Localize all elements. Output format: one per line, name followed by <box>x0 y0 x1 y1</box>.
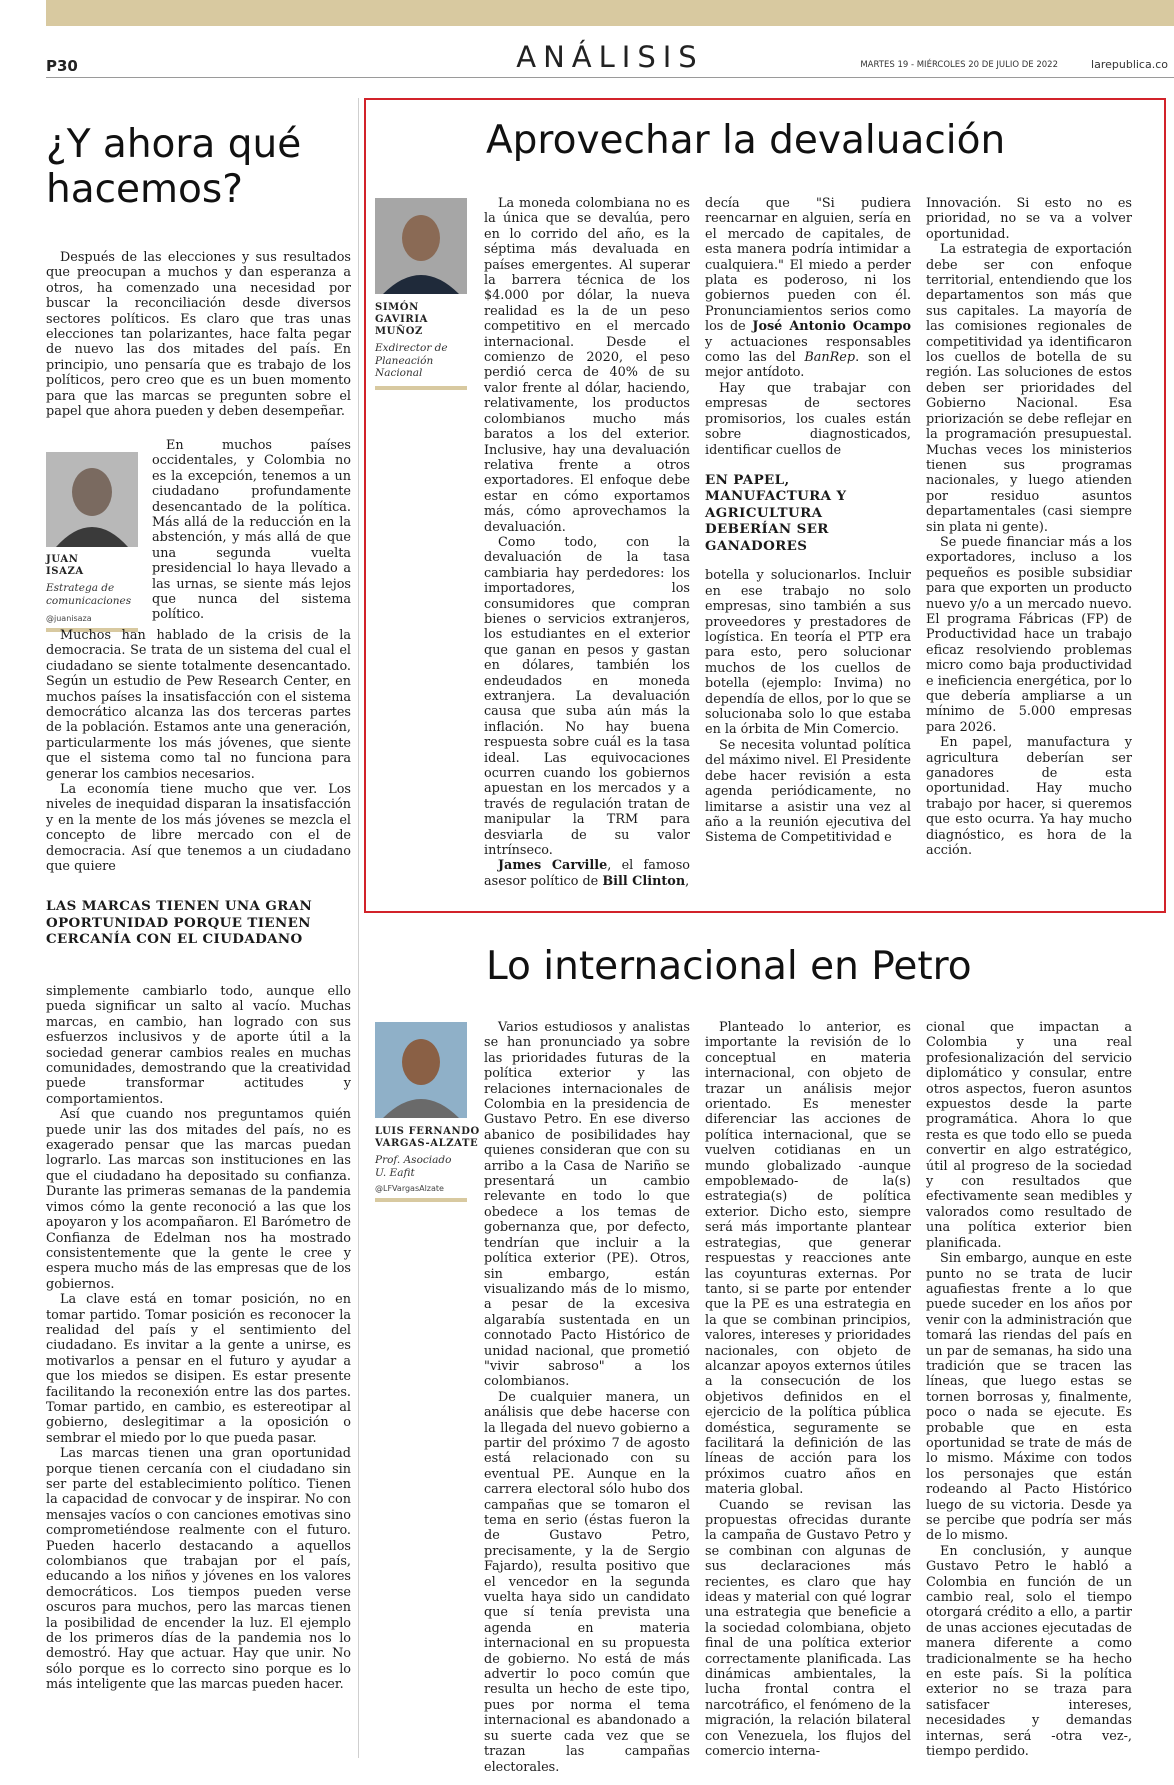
portrait-icon <box>46 452 138 547</box>
article1-intro <box>46 250 351 440</box>
article3-title: Lo internacional en Petro <box>486 944 972 989</box>
column-divider <box>358 98 359 1758</box>
issue-date: MARTES 19 - MIÉRCOLES 20 DE JULIO DE 2022 <box>860 60 1058 70</box>
article3-column-2 <box>705 1020 911 1758</box>
author-role: Exdirector de Planeación Nacional <box>375 342 448 379</box>
paragraph: James Carville, el famoso asesor político de Bill Clinton, <box>484 858 690 889</box>
author-name: JUAN ISAZA <box>46 554 84 577</box>
paragraph: Las marcas tienen una gran oportunidad porque tienen cercanía con el ciudadano sin ser parte del establecimiento político. Tienen la capacidad de convocar y de inspirar. No con mensajes vacíos o con canciones emotivas sino comprometiéndose realmente con el futuro. Pueden hacerlo destacando a aquellos colombianos que trabajan por el país, educando a los niños y jóvenes en los valores democráticos. Los tiempos pueden verse oscuros para muchos, pero las marcas tienen la posibilidad de encender la luz. El ejemplo de los primeros días de la pandemia nos lo demostró. Hay que actuar. Hay que unir. No sólo porque es lo correcto sino porque es lo más inteligente que las marcas pueden hacer. <box>46 1446 351 1693</box>
site-link[interactable]: larepublica.co <box>1091 58 1168 71</box>
paragraph: Innovación. Si esto no es prioridad, no se va a volver oportunidad. <box>926 196 1132 242</box>
author-name: SIMÓN GAVIRIA MUÑOZ <box>375 302 428 337</box>
person-name: Bill Clinton <box>602 873 686 889</box>
author-handle[interactable]: @juanisaza <box>46 614 92 623</box>
author-handle[interactable]: @LFVargasAlzate <box>375 1184 444 1193</box>
pull-quote: EN PAPEL, MANUFACTURA Y AGRICULTURA DEBERÍAN SER GANADORES <box>705 471 847 554</box>
page-number: P30 <box>46 57 78 75</box>
paragraph: La economía tiene mucho que ver. Los niveles de inequidad disparan la insatisfacción y en la mente de los más jóvenes se mezcla el concepto de libre mercado con el de democracia. Así que tenemos a un ciudadano que quiere <box>46 782 351 875</box>
article1-wrap-column <box>152 438 351 626</box>
paragraph: Cuando se revisan las propuestas ofrecidas durante la campaña de Gustavo Petro y se combinan con algunas de sus declaraciones más recientes, es claro que hay ideas y material con qué lograr una estrategia que beneficie a la sociedad colombiana, objeto final de una política exterior correctamente planificada. Las dinámicas ambientales, la lucha frontal contra el narcotráfico, el fenómeno de la migración, la relación bilateral con Venezuela, los flujos del comercio interna- <box>705 1497 911 1760</box>
article1-body-2 <box>46 984 351 1754</box>
paragraph: La estrategia de exportación debe ser con enfoque territorial, entendiendo que los departamentos son más que sus capitales. La mayoría de las comisiones regionales de competitividad ya identificaron los cuellos de botella de su región. Las soluciones de estos deben ser prioridades del Gobierno Nacional. Esa priorización se debe reflejar en la programación presupuestal. Muchas veces los ministerios tienen sus programas nacionales, y luego atienden por residuo asuntos departamentales (casi siempre sin plata ni gente). <box>926 242 1132 535</box>
paragraph: Después de las elecciones y sus resultados que preocupan a muchos y dan esperanza a otros, ha comenzado una necesidad por buscar la reconciliación desde diversos sectores políticos. Es claro que tras unas elecciones tan polarizantes, hace falta pegar de nuevo las dos mitades del país. En principio, uno pensaría que es trabajo de los políticos, pero creo que es un buen momento para que las marcas se pregunten sobre el papel que ahora pueden y deben desempeñar. <box>46 250 351 420</box>
portrait-icon <box>375 1022 467 1118</box>
paragraph: De cualquier manera, un análisis que debe hacerse con la llegada del nuevo gobierno a partir del próximo 7 de agosto está relacionado con su eventual PE. Aunque en la carrera electoral sólo hubo dos campañas que se tomaron el tema en serio (éstas fueron la de Gustavo Petro, precisamente, y la de Sergio Fajardo), resulta positivo que el vencedor en la segunda vuelta haya sido un candidato que sí tenía prevista una agenda en materia internacional en su propuesta de gobierno. No está de más advertir lo poco común que resulta un hecho de este tipo, pues por norma el tema internacional es abandonado a su suerte cada vez que se trazan las campañas electorales. <box>484 1389 690 1775</box>
paragraph: Planteado lo anterior, es importante la revisión de lo conceptual en materia internacional, con objeto de trazar un análisis mejor orientado. Es menester diferenciar las acciones de política internacional, que se vuelven cotidianas en un mundo globalizado -aunque empobleмado- de la(s) estrategia(s) de política exterior. Dicho esto, siempre será más importante plantear estrategias, que generar respuestas y reacciones ante las coyunturas externas. Por tanto, si se parte por entender que la PE es una estrategia en la que se combinan principios, valores, intereses y prioridades nacionales, con objeto de alcanzar apoyos externos útiles a la consecución de los objetivos definidos en el ejercicio de la política pública doméstica, seguramente se facilitará la definición de las líneas de acción para los próximos cuatro años en materia global. <box>705 1020 911 1498</box>
paragraph: simplemente cambiarlo todo, aunque ello pueda significar un salto al vacío. Muchas marcas, en cambio, han logrado con sus esfuerzos inclusivos y de aporte útil a la sociedad generar cambios reales en muchas comunidades, demostrando que la creatividad puede transformar actitudes y comportamientos. <box>46 984 351 1107</box>
paragraph: En papel, manufactura y agricultura deberían ser ganadores de esta oportunidad. Hay mucho trabajo por hacer, si queremos que esto ocurra. Ya hay mucho diagnóstico, es hora de la acción. <box>926 735 1132 859</box>
article3-column-1 <box>484 1020 690 1775</box>
paragraph: Se necesita voluntad política del máximo nivel. El Presidente debe hacer revisión a esta agenda periódicamente, no limitarse a asistir una vez al año a la reunión ejecutiva del Sistema de Competitividad e <box>705 737 911 846</box>
author-photo-simon-gaviria <box>375 198 467 294</box>
paragraph: Hay que trabajar con empresas de sectores promisorios, los cuales están sobre diagnosticados, identificar cuellos de <box>705 380 911 458</box>
paragraph: Así que cuando nos preguntamos quién puede unir las dos mitades del país, no es exagerado pensar que las marcas puedan lograrlo. Las marcas son instituciones en las que el ciudadano ha depositado su confianza. Durante las primeras semanas de la pandemia vimos cómo la gente reconoció a las que los apoyaron y los acompañaron. El Barómetro de Confianza de Edelman nos ha mostrado consistentemente que la gente le cree y espera mucho más de las empresas que de los gobiernos. <box>46 1107 351 1292</box>
article1-kicker-block <box>46 888 336 968</box>
article2-column-3 <box>926 196 1132 906</box>
author-bar <box>375 386 467 390</box>
author-photo-luis-vargas <box>375 1022 467 1118</box>
top-color-band <box>46 0 1174 26</box>
paragraph: Como todo, con la devaluación de la tasa cambiaria hay perdedores: los importadores, los consumidores que compran bienes o servicios extranjeros, los estudiantes en el exterior que ganan en pesos y gastan en dólares, también los endeudados en moneda extranjera. La devaluación causa que suba aún más la inflación. No hay buena respuesta sobre cuál es la tasa ideal. Las equivocaciones ocurren cuando los gobiernos apuestan en los mercados y a través de regulación tratan de manipular la TRM para desviarla de su valor intrínseco. <box>484 534 690 859</box>
author-photo-juan-isaza <box>46 452 138 547</box>
page-header <box>46 40 1174 78</box>
paragraph: La moneda colombiana no es la única que se devalúa, pero en lo corrido del año, es la séptima más devaluada en países emergentes. Al superar la barrera técnica de los $4.000 por dólar, la nueva realidad es la de un peso competitivo en el mercado internacional. Desde el comienzo de 2020, el peso perdió cerca de 40% de su valor frente al dólar, haciendo, relativamente, los productos colombianos mucho más baratos a los del exterior. Inclusive, hay una devaluación relativa frente a otros exportadores. El enfoque debe estar en cómo exportamos más, cómo aprovechamos la devaluación. <box>484 196 690 535</box>
paragraph: En muchos países occidentales, y Colombia no es la excepción, tenemos a un ciudadano profundamente desencantado de la política. Más allá de la reducción en la abstención, y más allá de que una segunda vuelta presidencial lo haya llevado a las urnas, se siente más lejos que nunca del sistema político. <box>152 438 351 623</box>
author-bar <box>375 1198 467 1202</box>
paragraph: Se puede financiar más a los exportadores, incluso a los pequeños es posible subsidiar para que exporten un producto nuevo y/o a un mercado nuevo. El programa Fábricas (FP) de Productividad hace un trabajo eficaz resolviendo problemas micro como baja productividad e ineficiencia energética, por lo que debería ampliarse a un mínimo de 5.000 empresas para 2026. <box>926 534 1132 735</box>
author-name: LUIS FERNANDO VARGAS-ALZATE <box>375 1126 480 1149</box>
article3-column-3 <box>926 1020 1132 1758</box>
paragraph: botella y solucionarlos. Incluir en ese trabajo no solo empresas, sino también a sus proveedores y prestadores de logística. En teoría el PTP era para esto, pero solucionar muchos de los cuellos de botella (ejemplo: Invima) no dependía de ellos, por lo que se solucionaba solo lo que estaba en la órbita de Min Comercio. <box>705 568 911 738</box>
section-title: ANÁLISIS <box>516 40 704 74</box>
paragraph: En conclusión, y aunque Gustavo Petro le habló a Colombia en función de un cambio real, solo el tiempo otorgará crédito a ello, a partir de unas acciones ejecutadas de manera diferente a como tradicionalmente se ha hecho en este país. Si la política exterior no se traza para satisfacer intereses, necesidades y demandas internas, será -otra vez-, tiempo perdido. <box>926 1543 1132 1760</box>
paragraph: Sin embargo, aunque en este punto no se trata de lucir aguafiestas frente a lo que puede suceder en los años por venir con la administración que tomará las riendas del país en un par de semanas, ha sido una tradición que se tracen las líneas, que luego estas se tornen borrosas y, finalmente, poco o nada se ejecute. Es probable que en esta oportunidad se trate de más de lo mismo. Máxime con todos los personajes que están rodeando al Pacto Histórico luego de su victoria. Desde ya se percibe que podría ser más de lo mismo. <box>926 1251 1132 1544</box>
pull-quote: LAS MARCAS TIENEN UNA GRAN OPORTUNIDAD PORQUE TIENEN CERCANÍA CON EL CIUDADANO <box>46 898 313 947</box>
paragraph: Varios estudiosos y analistas se han pronunciado ya sobre las prioridades futuras de la política exterior y las relaciones internacionales de Colombia en la presidencia de Gustavo Petro. En ese diverso abanico de posibilidades hay quienes consideran que con su arribo a la Casa de Nariño se presentará un cambio relevante en todo lo que obedece a los temas de gobernanza que, por defecto, tendrían que incluir a la política exterior (PE). Otros, sin embargo, están visualizando más de lo mismo, a pesar de la excesiva algarabía sustentada en un connotado Pacto Histórico de unidad nacional, que prometió "vivir sabroso" a los colombianos. <box>484 1020 690 1390</box>
portrait-icon <box>375 198 467 294</box>
paragraph: cional que impactan a Colombia y una real profesionalización del servicio diplomático y consular, entre otros aspectos, fueron asuntos expuestos desde la parte programática. Ahora lo que resta es que todo ello se pueda convertir en algo estratégico, útil al progreso de la sociedad y con resultados que efectivamente sean medibles y valorados como resultado de una política exterior bien planificada. <box>926 1020 1132 1251</box>
article2-column-1 <box>484 196 690 906</box>
author-role: Estratega de comunicaciones <box>46 582 132 607</box>
article2-title: Aprovechar la devaluación <box>486 118 1006 163</box>
article1-body-1 <box>46 628 351 886</box>
person-name: James Carville <box>498 858 608 874</box>
paragraph: La clave está en tomar posición, no en tomar partido. Tomar posición es reconocer la realidad del país y el sentimiento del ciudadano. Es invitar a la gente a unirse, es motivarlos a pensar en el futuro y ayudar a que los miedos se disipen. Es estar presente facilitando la reconexión entre las dos partes. Tomar partido, en cambio, es estereotipar al gobierno, deslegitimar a la oposición o sembrar el miedo por lo que pueda pasar. <box>46 1292 351 1446</box>
author-role: Prof. Asociado U. Eafit <box>375 1154 452 1179</box>
paragraph: Muchos han hablado de la crisis de la democracia. Se trata de un sistema del cual el ciudadano se siente totalmente desencantado. Según un estudio de Pew Research Center, en muchos países la insatisfacción con el sistema democrático alcanza las dos terceras partes de la población. Estamos ante una generación, particularmente los más jóvenes, que siente que el sistema como tal no funciona para generar los cambios necesarios. <box>46 628 351 782</box>
person-name: José Antonio Ocampo <box>752 319 911 335</box>
paragraph: decía que "Si pudiera reencarnar en alguien, sería en el mercado de capitales, de esta manera podría intimidar a cualquiera." El miedo a perder plata es poderoso, ni los gobiernos pueden con él. Pronunciamientos serios como los de José Antonio Ocampo y actuaciones responsables como las del BanRep. son el mejor antídoto. <box>705 196 912 381</box>
article2-column-2 <box>705 196 911 906</box>
article1-title: ¿Y ahora qué hacemos? <box>46 122 302 212</box>
